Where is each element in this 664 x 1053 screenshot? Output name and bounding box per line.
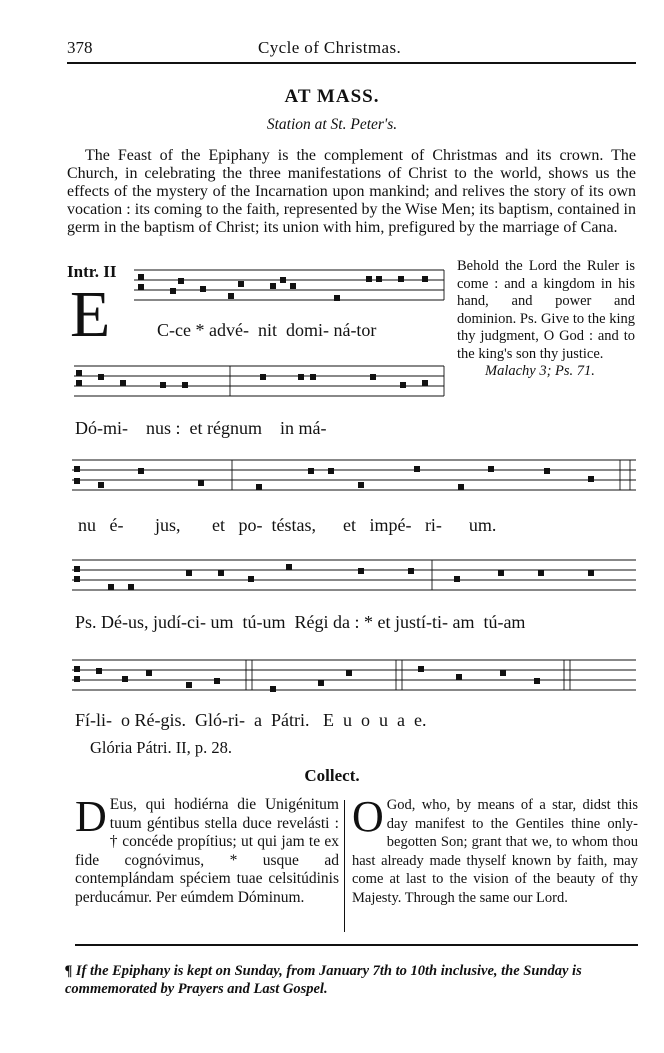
header-rule bbox=[67, 62, 636, 64]
running-title: Cycle of Christmas. bbox=[258, 38, 402, 57]
collect-english bbox=[352, 792, 638, 907]
chant-staff-3 bbox=[68, 456, 640, 500]
latin-text: Eus, qui hodiérna die Unigénitum tuum géntibus stella duce revelásti : † concéde propítius; ut qui jam te ex fide cognóvimus, * usque ad contemplándam spéciem tuae celsitúdinis perducámur. Per eúmdem Dóminum. bbox=[75, 796, 339, 906]
section-title: AT MASS. bbox=[284, 86, 380, 107]
introit-label: Intr. II bbox=[67, 262, 117, 281]
intro-paragraph bbox=[67, 147, 636, 237]
intro-text: The Feast of the Epiphany is the complement of Christmas and its crown. The Church, in celebrating the three manifestations of Christ to the world, shows us the effects of the mystery of the Incarnation upon mankind; and relives the story of its own vocation : its coming to the faith, represented by the Wise Men; its baptism, contained in germ in the baptism of Christ; its union with him, prefigured by the marriage of Cana. bbox=[67, 147, 636, 236]
lyric-line-5: Fí-li- o Ré-gis. Gló-ri- a Pátri. E u o u a e. bbox=[75, 710, 427, 730]
chant-staff-5 bbox=[68, 656, 640, 700]
chant-staff-4 bbox=[68, 556, 640, 600]
chant-staff-2 bbox=[70, 362, 448, 404]
station-subtitle: Station at St. Peter's. bbox=[266, 116, 398, 133]
translation-text: Behold the Lord the Ruler is come : and a kingdom in his hand, and power and dominion. Ps. Give to the king thy judgment, O God : and to the king's son thy justice. bbox=[457, 258, 635, 362]
introit-translation bbox=[457, 258, 635, 381]
page-number: 378 bbox=[67, 38, 93, 57]
lyric-line-4: Ps. Dé-us, judí-ci- um tú-um Régi da : * et justí-ti- am tú-am bbox=[75, 612, 526, 632]
lyric-line-3: nu é- jus, et po- téstas, et impé- ri- um. bbox=[78, 515, 497, 535]
lyric-line-1: C-ce * advé- nit domi- ná-tor bbox=[157, 320, 377, 340]
chant-staff-1 bbox=[130, 266, 448, 308]
latin-dropcap: D bbox=[75, 792, 107, 841]
collect-title: Collect. bbox=[304, 766, 360, 785]
collect-latin bbox=[75, 792, 339, 907]
lyric-line-2: Dó-mi- nus : et régnum in má- bbox=[75, 418, 327, 438]
gloria-patri-reference: Glória Pátri. II, p. 28. bbox=[90, 738, 233, 757]
bottom-rule bbox=[75, 944, 638, 946]
column-divider bbox=[344, 800, 345, 932]
english-dropcap: O bbox=[352, 792, 384, 841]
footnote: ¶ If the Epiphany is kept on Sunday, from January 7th to 10th inclusive, the Sunday is commemorated by Prayers and Last Gospel. bbox=[65, 963, 582, 997]
introit-initial: E bbox=[70, 278, 111, 351]
scripture-source: Malachy 3; Ps. 71. bbox=[485, 363, 595, 379]
english-text: God, who, by means of a star, didst this day manifest to the Gentiles thine only-begotten Son; grant that we, to whom thou hast already made thyself known by faith, may come at last to the vision of the beauty of thy Majesty. Through the same our Lord. bbox=[352, 797, 638, 906]
